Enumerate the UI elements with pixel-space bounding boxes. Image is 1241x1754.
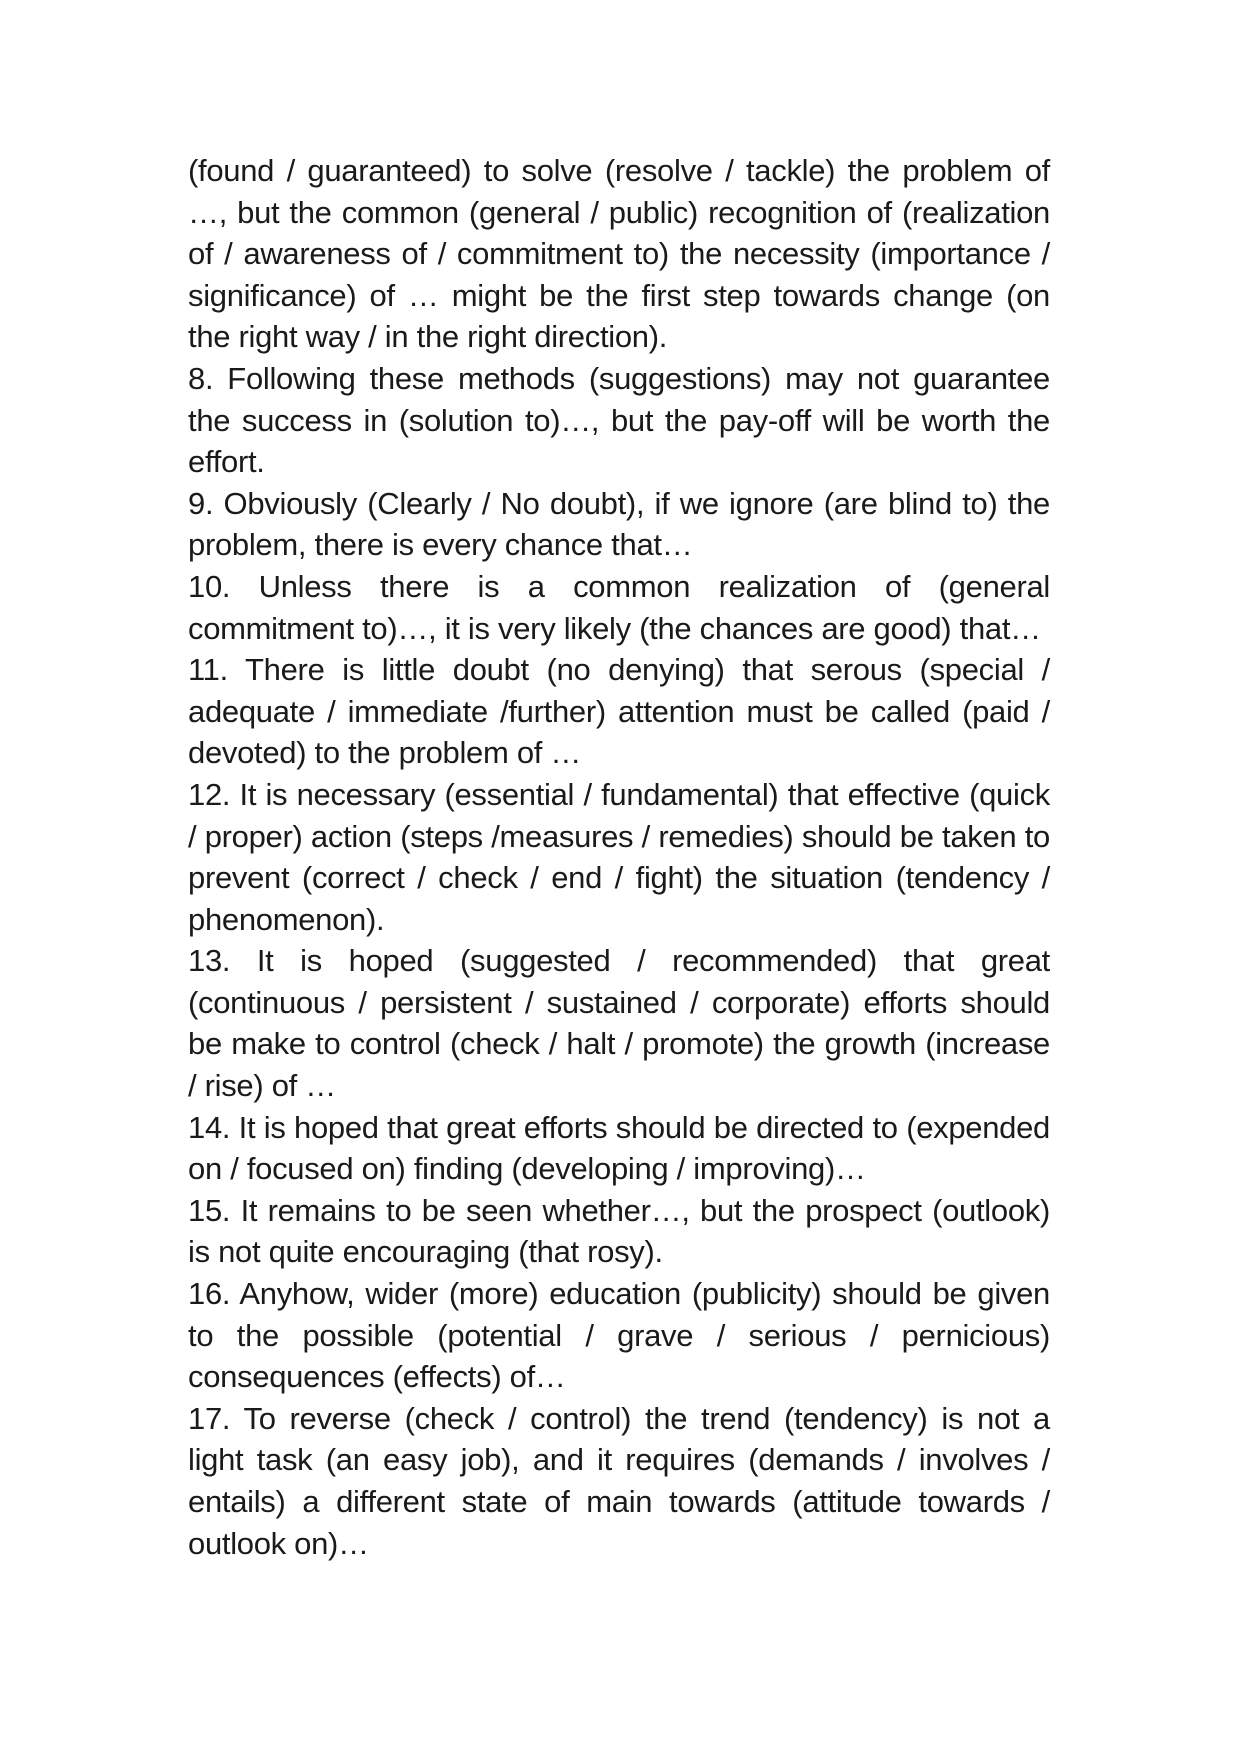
paragraph-item-17: 17. To reverse (check / control) the trend (tendency) is not a light task (an easy job), and it requires (demands / involves / entails) a different state of main towards (attitude towards / outlook on)… [188, 1400, 1050, 1561]
paragraph-item-10: 10. Unless there is a common realization of (general commitment to)…, it is very likely (the chances are good) that… [188, 568, 1050, 646]
paragraph-continuation: (found / guaranteed) to solve (resolve / tackle) the problem of …, but the common (general / public) recognition of (realization of / awareness of / commitment to) the necessity (importance / significance) of … might be the first step towards change (on the right way / in the right direction). [188, 153, 1050, 355]
paragraph-item-16: 16. Anyhow, wider (more) education (publicity) should be given to the possible (potential / grave / serious / pernicious) consequences (effects) of… [188, 1276, 1050, 1395]
document-body [188, 150, 1050, 1564]
paragraph-item-12: 12. It is necessary (essential / fundamental) that effective (quick / proper) action (steps /measures / remedies) should be taken to prevent (correct / check / end / fight) the situation (tendency / phenomenon). [188, 776, 1050, 937]
paragraph-item-13: 13. It is hoped (suggested / recommended) that great (continuous / persistent / sustained / corporate) efforts should be make to control (check / halt / promote) the growth (increase / rise) of … [188, 943, 1050, 1104]
paragraph-item-8: 8. Following these methods (suggestions) may not guarantee the success in (solution to)…, but the pay-off will be worth the effort. [188, 360, 1050, 480]
paragraph-item-14: 14. It is hoped that great efforts should be directed to (expended on / focused on) finding (developing / improving)… [188, 1109, 1050, 1187]
paragraph-item-15: 15. It remains to be seen whether…, but the prospect (outlook) is not quite encouraging (that rosy). [188, 1192, 1050, 1270]
paragraph-item-9: 9. Obviously (Clearly / No doubt), if we ignore (are blind to) the problem, there is every chance that… [188, 485, 1050, 563]
paragraph-item-11: 11. There is little doubt (no denying) that serous (special / adequate / immediate /further) attention must be called (paid / devoted) to the problem of … [188, 652, 1050, 771]
